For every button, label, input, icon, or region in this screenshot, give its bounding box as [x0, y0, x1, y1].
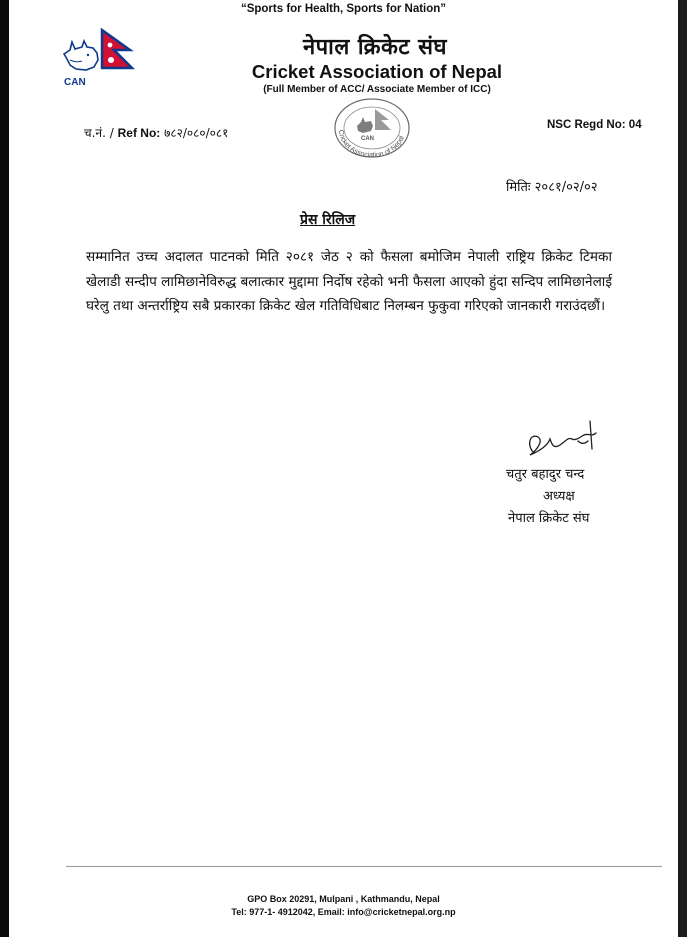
ref-label: Ref No: [117, 126, 161, 140]
signatory-title: अध्यक्ष [543, 489, 575, 504]
handwritten-signature [520, 415, 610, 465]
nsc-registration [547, 119, 642, 131]
membership-note: (Full Member of ACC/ Associate Member of ICC) [263, 84, 491, 95]
right-edge-border [678, 0, 687, 937]
ref-value: ७८२/०८०/०८१ [164, 126, 229, 140]
signatory-name: चतुर बहादुर चन्द [506, 467, 585, 482]
footer-address: GPO Box 20291, Mulpani , Kathmandu, Nepal [247, 894, 440, 904]
org-name-nepali: नेपाल क्रिकेट संघ [302, 35, 448, 60]
ref-label-nepali: च.नं. / [84, 126, 114, 140]
footer-divider [66, 866, 662, 867]
logo-caption: CAN [64, 77, 86, 88]
letter-date: मितिः २०८१/०२/०२ [506, 180, 598, 195]
press-release-heading: प्रेस रिलिज [300, 212, 356, 228]
org-name-english: Cricket Association of Nepal [251, 61, 503, 82]
svg-text:CAN: CAN [361, 136, 374, 142]
left-edge-border [0, 0, 9, 937]
stamp-caption: Cricket Association of Nepal [336, 129, 406, 160]
reference-number [84, 124, 228, 141]
slogan: “Sports for Health, Sports for Nation” [240, 3, 447, 15]
association-stamp-icon [325, 96, 419, 160]
footer [0, 893, 687, 919]
signatory-organization: नेपाल क्रिकेट संघ [508, 511, 590, 526]
regd-label: NSC Regd No: [547, 119, 626, 131]
footer-contact: Tel: 977-1- 4912042, Email: info@cricketnepal.org.np [231, 907, 456, 917]
svg-text:Cricket Association of Nepal [337, 129, 406, 159]
regd-value: 04 [628, 119, 642, 131]
can-logo-icon [58, 28, 138, 90]
signatory-block [494, 464, 614, 530]
press-release-body: सम्मानित उच्च अदालत पाटनको मिति २०८१ जेठ २ को फैसला बमोजिम नेपाली राष्ट्रिय क्रिकेट टिमका खेलाडी सन्दीप लामिछानेविरुद्ध बलात्कार मुद्दामा निर्दोष रहेको भनी फैसला आएको हुंदा सन्दिप लामिछानेलाई घरेलु तथा अन्तर्राष्ट्रिय सबै प्रकारका क्रिकेट खेल गतिविधिबाट निलम्बन फुकुवा गरिएको जानकारी गराउंदछौं। [86, 249, 612, 314]
